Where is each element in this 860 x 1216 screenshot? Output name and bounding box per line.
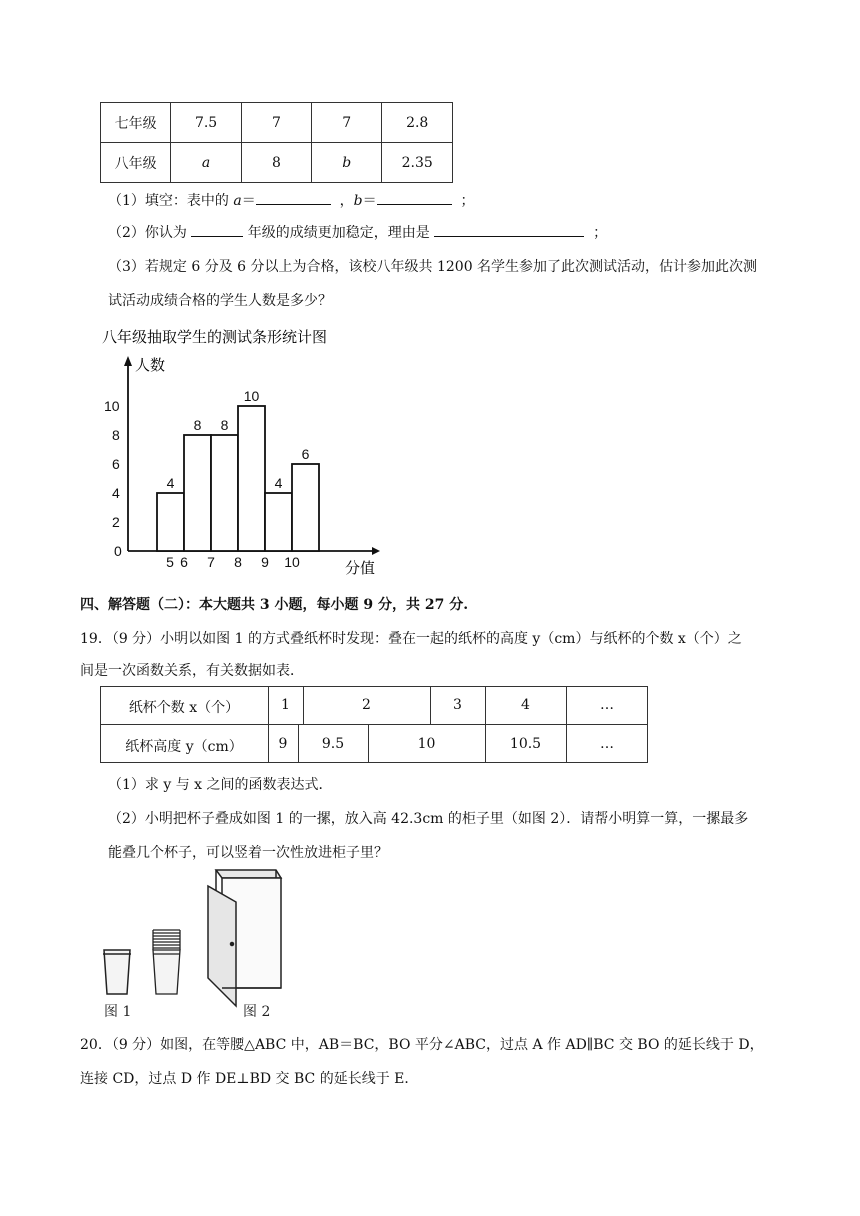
text: （2）你认为 [108, 225, 192, 241]
question-20-line-1: 20．（9 分）如图，在等腰△ABC 中，AB＝BC，BO 平分∠ABC，过点 A 作 AD∥BC 交 BO 的延长线于 D， [80, 1037, 764, 1053]
table-cell: 7 [241, 103, 311, 143]
table-row [101, 103, 453, 143]
table-cell: 1 [281, 697, 290, 713]
table-cell: b [312, 143, 382, 183]
table-cell: 4 [521, 697, 530, 713]
text: ， [339, 193, 354, 209]
x-tick-label: 9 [261, 554, 269, 570]
table-cell: 2.35 [382, 143, 453, 183]
figure-1-label: 图 1 [104, 1004, 132, 1020]
table-cell: 纸杯个数 x（个） [128, 700, 240, 716]
x-tick-label: 7 [207, 554, 215, 570]
stacked-cups-icon [153, 930, 180, 994]
table-row [101, 143, 453, 183]
single-cup-icon [103, 950, 131, 994]
table-cell: 纸杯高度 y（cm） [125, 739, 243, 755]
question-18-part-2 [108, 222, 607, 242]
figure-2-label: 图 2 [243, 1004, 271, 1020]
table-cell: 3 [453, 697, 462, 713]
bar [157, 493, 184, 551]
y-tick-label: 6 [112, 456, 120, 472]
answer-blank[interactable] [377, 192, 452, 205]
text: ＝ [241, 193, 256, 209]
y-tick-label: 8 [112, 427, 120, 443]
table-cell: 9 [278, 736, 288, 752]
question-18-part-3-line-1: （3）若规定 6 分及 6 分以上为合格，该校八年级共 1200 名学生参加了此次测试活动，估计参加此次测 [108, 259, 758, 275]
table-cell: 2.8 [382, 103, 453, 143]
answer-blank[interactable] [256, 192, 331, 205]
cup-data-table [100, 686, 648, 763]
table-cell: … [600, 697, 614, 713]
question-19-line-2: 间是一次函数关系，有关数据如表． [80, 663, 304, 679]
section-heading: 四、解答题（二）：本大题共 3 小题，每小题 9 分，共 27 分. [80, 597, 469, 613]
table-cell: 9.5 [321, 736, 345, 752]
bar-value-label: 4 [274, 475, 283, 491]
x-tick-label: 5 [166, 554, 174, 570]
bar [292, 464, 319, 551]
table-cell: 10 [417, 736, 436, 752]
table-cell: a [171, 143, 241, 183]
y-axis-arrow [124, 356, 132, 366]
bar-value-label: 6 [301, 446, 310, 462]
bar-value-label: 8 [193, 417, 202, 433]
bar-chart [100, 324, 390, 580]
table-cell: 2 [362, 697, 371, 713]
x-tick-label: 6 [180, 554, 188, 570]
text: ； [460, 193, 475, 209]
question-18-part-1 [108, 190, 475, 210]
x-tick-label: 10 [284, 554, 300, 570]
bar [238, 406, 265, 551]
cabinet-icon [208, 870, 281, 1006]
bar-value-label: 4 [166, 475, 175, 491]
table-cell: 七年级 [101, 103, 171, 143]
chart-title: 八年级抽取学生的测试条形统计图 [102, 329, 328, 346]
question-19-part-2-line-2: 能叠几个杯子，可以竖着一次性放进柜子里？ [108, 845, 388, 861]
answer-blank[interactable] [434, 224, 584, 237]
text: ＝ [362, 193, 377, 209]
grade-stats-table [100, 102, 453, 183]
table-cell: 10.5 [509, 736, 542, 752]
y-axis-label: 人数 [135, 357, 166, 374]
y-tick-label: 0 [114, 543, 122, 559]
question-19-line-1: 19．（9 分）小明以如图 1 的方式叠纸杯时发现：叠在一起的纸杯的高度 y（cm）与纸杯的个数 x（个）之 [80, 631, 742, 647]
question-19-part-1: （1）求 y 与 x 之间的函数表达式． [108, 777, 333, 793]
bar [184, 435, 211, 551]
bar-value-label: 8 [220, 417, 229, 433]
x-axis-label: 分值 [345, 560, 376, 577]
bar [211, 435, 238, 551]
bar-value-label: 10 [243, 388, 260, 404]
cups-and-cabinet-figure [98, 866, 288, 1024]
y-tick-label: 4 [112, 485, 120, 501]
variable-a: a [233, 193, 242, 209]
question-20-line-2: 连接 CD，过点 D 作 DE⊥BD 交 BC 的延长线于 E． [80, 1071, 419, 1087]
table-cell: 7 [312, 103, 382, 143]
variable-b: b [353, 193, 363, 209]
y-tick-label: 10 [104, 398, 120, 414]
text: 年级的成绩更加稳定，理由是 [243, 225, 435, 241]
y-tick-label: 2 [112, 514, 120, 530]
question-19-part-2-line-1: （2）小明把杯子叠成如图 1 的一摞，放入高 42.3cm 的柜子里（如图 2）．请帮小明算一算，一摞最多 [108, 811, 749, 827]
table-cell: … [600, 736, 614, 752]
text: ； [593, 225, 608, 241]
text: （1）填空：表中的 [108, 193, 234, 209]
x-tick-label: 8 [234, 554, 242, 570]
x-axis-arrow [372, 547, 380, 555]
question-18-part-3-line-2: 试活动成绩合格的学生人数是多少？ [108, 293, 332, 309]
bar [265, 493, 292, 551]
answer-blank[interactable] [191, 224, 243, 237]
table-cell: 八年级 [101, 143, 171, 183]
table-cell: 8 [241, 143, 311, 183]
table-cell: 7.5 [171, 103, 241, 143]
